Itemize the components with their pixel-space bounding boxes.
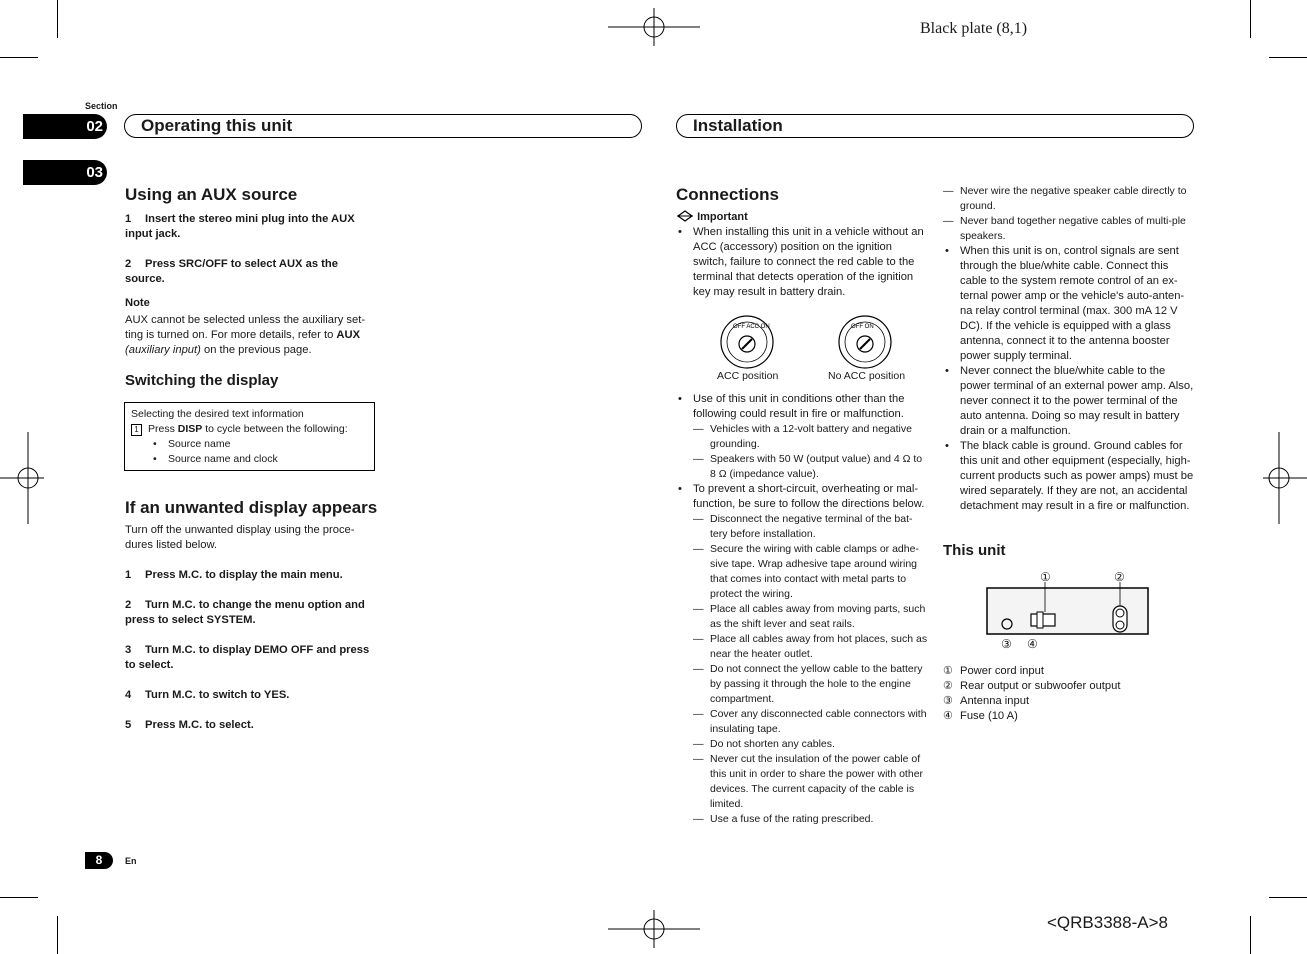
crop-mark: [57, 0, 58, 38]
unwanted-title: If an unwanted display appears: [125, 498, 378, 517]
crop-mark: [1250, 916, 1251, 954]
box-items: [131, 437, 368, 467]
document-code: <QRB3388-A>8: [1047, 913, 1168, 932]
use-bullet-list: [676, 392, 928, 827]
negative-dash-list: [943, 184, 1195, 244]
acc-ignition-icon: [719, 314, 775, 370]
unwanted-step-5: 5 Press M.C. to select.: [125, 719, 254, 731]
right-bullet-list: [943, 244, 1195, 514]
section-tab-02: 02: [23, 114, 107, 139]
header-installation: Installation: [676, 114, 1194, 138]
use-dash-list: [693, 422, 928, 482]
connections-title: Connections: [676, 185, 779, 204]
callout-3: ③: [1001, 637, 1012, 651]
dash-item: — Place all cables away from hot places, such as near the heater outlet.: [693, 632, 928, 662]
unwanted-step-1: 1 Press M.C. to display the main menu.: [125, 569, 343, 581]
legend-item: ③ Antenna input: [943, 695, 1030, 707]
crop-mark: [0, 57, 38, 58]
dash-item: — Vehicles with a 12-volt battery and negative grounding.: [693, 422, 928, 452]
page-number: 8: [85, 852, 113, 869]
aux-step-2: 2 Press SRC/OFF to select AUX as the source.: [125, 258, 338, 285]
legend-item: ① Power cord input: [943, 665, 1044, 677]
precautions-column: [676, 392, 928, 827]
important-icon: [676, 210, 694, 222]
box-item: • Source name: [151, 437, 368, 452]
dash-item: — Use a fuse of the rating prescribed.: [693, 812, 928, 827]
crop-mark: [0, 897, 38, 898]
aux-steps: [125, 212, 375, 358]
aux-title: Using an AUX source: [125, 185, 298, 204]
note-text: AUX cannot be selected unless the auxiliary set-ting is turned on. For more details, refer to AUX (auxiliary input) on the previous page.: [125, 314, 366, 356]
crop-mark: [57, 916, 58, 954]
callout-4: ④: [1027, 637, 1038, 651]
note-title: Note: [125, 297, 150, 309]
unwanted-step-4: 4 Turn M.C. to switch to YES.: [125, 689, 290, 701]
callout-2: ②: [1114, 570, 1125, 584]
switch-title: Switching the display: [125, 372, 279, 389]
unit-title: This unit: [943, 542, 1006, 559]
dash-item: — Secure the wiring with cable clamps or adhe-sive tape. Wrap adhesive tape around wiring that comes into contact with metal parts to protect the wiring.: [693, 542, 928, 602]
remote-bullet: • When this unit is on, control signals are sent through the blue/white cable. Connect this cable to the system remote control of an ex-ternal power amp or the vehicle's auto-anten-na relay control terminal (max. 300 mA 12 V DC). If the vehicle is equipped with a glass antenna, connect it to the antenna booster power supply terminal.: [943, 244, 1195, 364]
dash-item: — Never cut the insulation of the power cable of this unit in order to share the power with other devices. The current capacity of the cable is limited.: [693, 752, 928, 812]
svg-text:OFF ON: OFF ON: [851, 324, 874, 330]
crop-mark: [1269, 897, 1307, 898]
section-tab-03: 03: [23, 160, 107, 185]
dash-item: — Do not shorten any cables.: [693, 737, 928, 752]
prevent-dash-list: [693, 512, 928, 827]
callout-1: ①: [1040, 570, 1051, 584]
connections-column: [676, 210, 928, 300]
acc-bullet-list: [676, 225, 928, 300]
unwanted-step-3: 3 Turn M.C. to display DEMO OFF and press to select.: [125, 644, 370, 671]
header-operating: Operating this unit: [124, 114, 642, 138]
aux-step-1: 1 Insert the stereo mini plug into the AUX input jack.: [125, 213, 355, 240]
unwanted-step-2: 2 Turn M.C. to change the menu option and press to select SYSTEM.: [125, 599, 365, 626]
crop-mark: [1269, 57, 1307, 58]
blue-white-bullet: • Never connect the blue/white cable to the power terminal of an external power amp. Also, never connect it to the power terminal of the auto antenna. Doing so may result in battery drain or a malfunction.: [943, 364, 1195, 439]
section-label: Section: [85, 101, 118, 111]
no-acc-ignition-icon: [837, 314, 893, 370]
acc-caption: ACC position: [717, 370, 779, 382]
crop-mark: [1250, 0, 1251, 38]
prevent-bullet: • To prevent a short-circuit, overheating or mal-function, be sure to follow the directions below. — Disconnect the negative terminal of the bat-tery before installation. — Secure the wiring with cable clamps or adhe-sive tape. Wrap adhesive tape around wiring that comes into contact with metal parts to protect the wiring. — Place all cables away from moving parts, such as the shift lever and seat rails. — Place all cables away from hot places, such as near the heater outlet. — Do not connect the yellow cable to the battery by passing it through the hole to the engine compartment. — Cover any disconnected cable connectors with insulating tape. — Do not shorten any cables. — Never cut the insulation of the power cable of this unit in order to share the power with other devices. The current capacity of the cable is limited. — Use a fuse of the rating prescribed.: [676, 482, 928, 827]
dash-item: — Disconnect the negative terminal of the bat-tery before installation.: [693, 512, 928, 542]
dash-item: — Do not connect the yellow cable to the battery by passing it through the hole to the engine compartment.: [693, 662, 928, 707]
right-column: [943, 184, 1195, 514]
dash-item: — Never wire the negative speaker cable directly to ground.: [943, 184, 1195, 214]
display-info-box: [124, 402, 375, 471]
registration-mark-bottom: [608, 910, 700, 948]
box-step: 1 Press DISP to cycle between the following:: [131, 422, 368, 437]
unit-legend: [943, 664, 1195, 724]
unwanted-intro: Turn off the unwanted display using the proce-dures listed below.: [125, 524, 355, 551]
registration-mark-left: [0, 432, 44, 524]
dash-item: — Never band together negative cables of multi-ple speakers.: [943, 214, 1195, 244]
registration-mark-top: [608, 8, 700, 46]
important-heading: Important: [676, 210, 928, 225]
box-item: • Source name and clock: [151, 452, 368, 467]
legend-item: ④ Fuse (10 A): [943, 710, 1018, 722]
svg-text:OFF ACC ON: OFF ACC ON: [733, 324, 770, 330]
legend-item: ② Rear output or subwoofer output: [943, 680, 1121, 692]
dash-item: — Speakers with 50 W (output value) and 4 Ω to 8 Ω (impedance value).: [693, 452, 928, 482]
dash-item: — Place all cables away from moving parts, such as the shift lever and seat rails.: [693, 602, 928, 632]
ground-bullet: • The black cable is ground. Ground cables for this unit and other equipment (especially, high-current products such as power amps) must be wired separately. If they are not, an accidental detachment may result in a fire or malfunction.: [943, 439, 1195, 514]
no-acc-caption: No ACC position: [828, 370, 906, 382]
plate-label: Black plate (8,1): [920, 20, 1028, 37]
registration-mark-right: [1263, 432, 1307, 524]
language-label: En: [125, 856, 137, 866]
unwanted-section: [125, 523, 375, 733]
box-title: Selecting the desired text information: [131, 408, 304, 420]
acc-bullet: • When installing this unit in a vehicle without an ACC (accessory) position on the ignition switch, failure to connect the red cable to the terminal that detects operation of the ignition key may result in battery drain.: [676, 225, 928, 300]
dash-item: — Cover any disconnected cable connectors with insulating tape.: [693, 707, 928, 737]
use-bullet: • Use of this unit in conditions other than the following could result in fire or malfunction. — Vehicles with a 12-volt battery and negative grounding. — Speakers with 50 W (output value) and 4 Ω to 8 Ω (impedance value).: [676, 392, 928, 482]
